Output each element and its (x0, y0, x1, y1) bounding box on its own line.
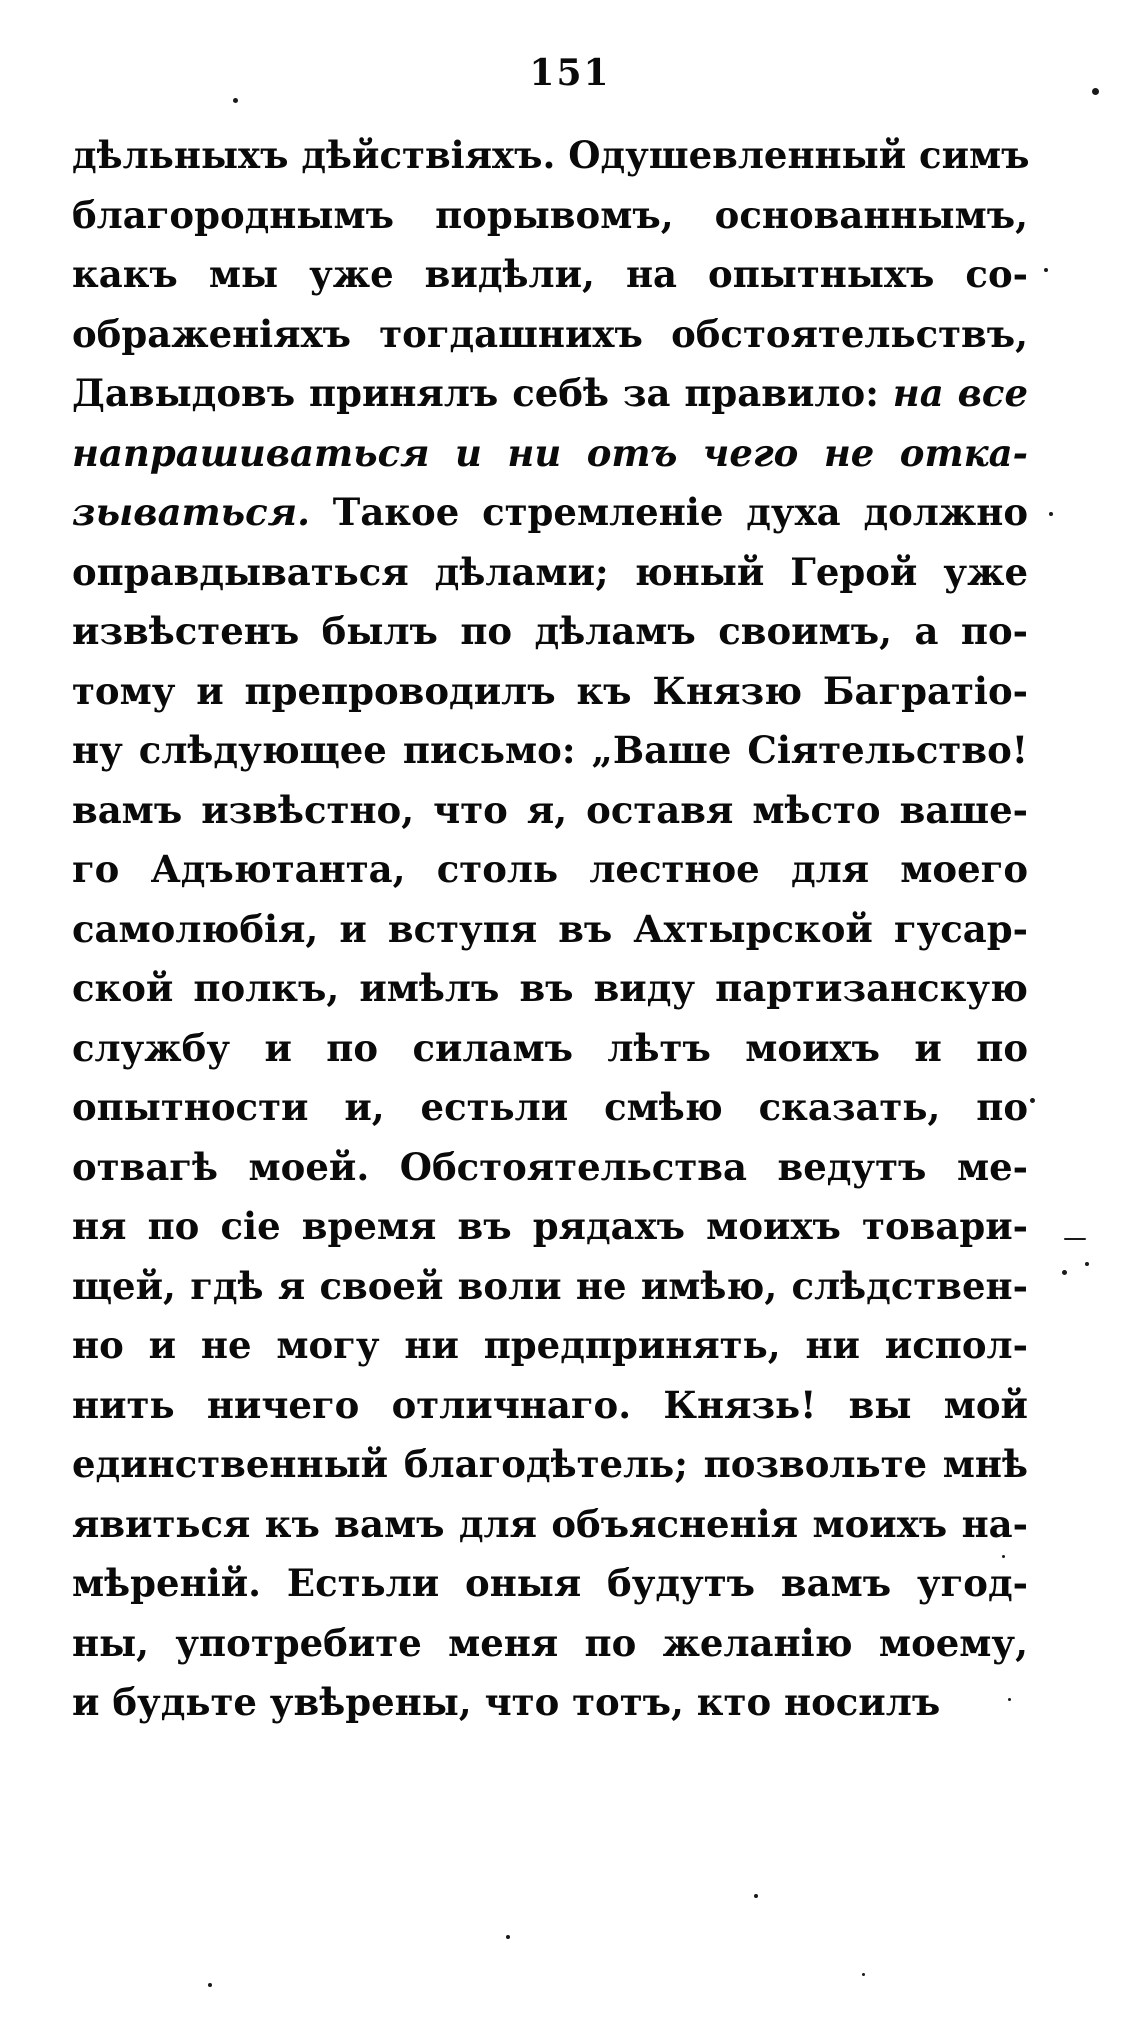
italic-text: на все (892, 371, 1028, 415)
text-line: го Адъютанта, столь лестное для моего (72, 847, 1028, 891)
text-line: Давыдовъ принялъ себѣ за правило: на все (72, 371, 1028, 415)
text-line: ображеніяхъ тогдашнихъ обстоятельствъ, (72, 311, 1028, 356)
text-line: ня по сіе время въ рядахъ моихъ товари- (72, 1204, 1028, 1248)
scan-speck (1002, 1555, 1005, 1558)
text-line: вамъ извѣстно, что я, оставя мѣсто ваше- (72, 787, 1028, 832)
scan-speck (1064, 1238, 1086, 1240)
text-line: дѣльныхъ дѣйствіяхъ. Одушевленный симъ (72, 133, 1030, 177)
text-line: оправдываться дѣлами; юный Герой уже (72, 549, 1028, 594)
italic-text: зываться. (72, 490, 310, 534)
scan-speck (233, 98, 238, 103)
scan-speck (1044, 268, 1048, 272)
text-line: единственный благодѣтель; позвольте мнѣ (72, 1442, 1028, 1486)
text-line: благороднымъ порывомъ, основаннымъ, (72, 192, 1028, 237)
text-line: извѣстенъ былъ по дѣламъ своимъ, а по- (72, 609, 1028, 653)
text-line: самолюбія, и вступя въ Ахтырской гусар- (72, 906, 1028, 951)
scan-speck (1008, 1698, 1011, 1701)
page-number: 151 (529, 52, 611, 94)
scan-speck (1092, 88, 1099, 95)
text-line: и будьте увѣрены, что тотъ, кто носилъ (72, 1680, 941, 1724)
scan-speck (862, 1973, 865, 1976)
scan-speck (1030, 1098, 1035, 1103)
scan-speck (506, 1935, 510, 1939)
text-line: какъ мы уже видѣли, на опытныхъ со- (72, 252, 1028, 296)
scan-speck (1049, 512, 1053, 516)
text-line: ну слѣдующее письмо: „Ваше Сіятельство! (72, 728, 1028, 772)
text-line (72, 424, 1028, 484)
text-line: зываться. Такое стремленіе духа должно (72, 490, 1028, 534)
italic-text: напрашиваться и ни отъ чего не отка- (72, 430, 1028, 475)
scan-speck (208, 1983, 212, 1987)
text-line: щей, гдѣ я своей воли не имѣю, слѣдствен- (72, 1263, 1028, 1308)
text-line: нить ничего отличнаго. Князь! вы мой (72, 1382, 1028, 1427)
text-line: службу и по силамъ лѣтъ моихъ и по (72, 1025, 1028, 1070)
text-line: отвагѣ моей. Обстоятельства ведутъ ме- (72, 1144, 1028, 1189)
scan-speck (754, 1894, 758, 1898)
body-text (72, 126, 1028, 1733)
text-line: ской полкъ, имѣлъ въ виду партизанскую (72, 966, 1028, 1010)
text-line: ны, употребите меня по желанію моему, (72, 1620, 1028, 1665)
text-line: тому и препроводилъ къ Князю Багратіо- (72, 668, 1028, 713)
text-line: мѣреній. Естьли оныя будутъ вамъ угод- (72, 1561, 1028, 1605)
text-line: но и не могу ни предпринять, ни испол- (72, 1323, 1028, 1367)
text-line: опытности и, естьли смѣю сказать, по (72, 1085, 1028, 1129)
scan-speck (1062, 1270, 1067, 1275)
scan-speck (1085, 1262, 1089, 1266)
text-line: явиться къ вамъ для объясненія моихъ на- (72, 1501, 1028, 1546)
